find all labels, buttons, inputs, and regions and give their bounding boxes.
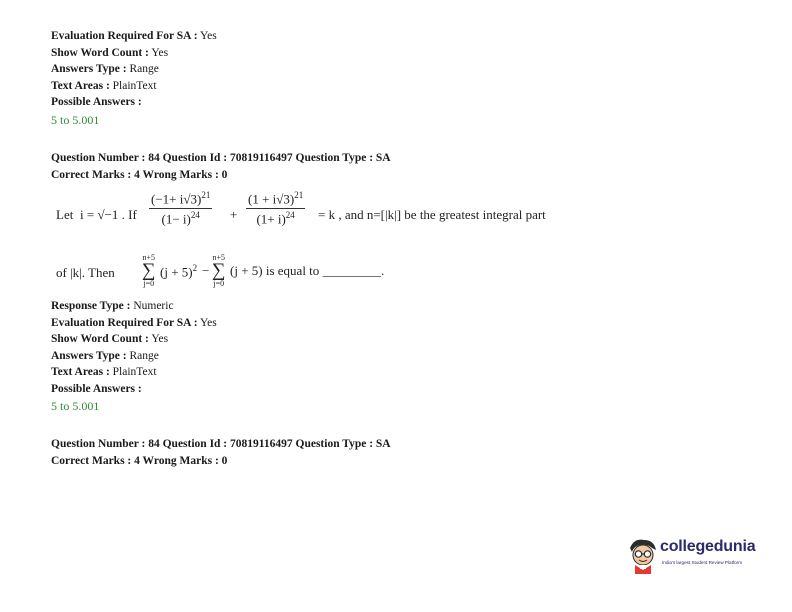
collegedunia-logo — [626, 536, 766, 576]
mascot-icon — [626, 536, 660, 576]
logo-tagline: India's largest Student Review Platform — [662, 560, 743, 565]
math-plus: + — [230, 207, 238, 222]
summation-1: n+5 ∑ j=0 — [142, 253, 156, 288]
question-meta: Question Number : 84 Question Id : 70819116497 Question Type : SA — [51, 438, 391, 450]
possible-answer: 5 to 5.001 — [51, 112, 100, 127]
question-header-1 — [51, 150, 391, 184]
attr-row: Answers Type : Range — [51, 63, 159, 75]
math-line2-start: of |k|. Then — [56, 265, 115, 280]
sum1-term: $(j + 5)^2$ — [160, 263, 198, 280]
fraction-2: $(1 + i√3)^{21}$ $(1+ i)^{24}$ — [248, 190, 304, 227]
attr-row: Evaluation Required For SA : Yes — [51, 316, 217, 329]
attributes-block-1 — [51, 28, 217, 129]
question-meta: Question Number : 84 Question Id : 70819116497 Question Type : SA — [51, 152, 391, 164]
sigma-icon: ∑ — [212, 260, 226, 281]
math-line1-tail: = k , and n=[|k|] be the greatest integral part — [318, 207, 546, 222]
attr-row: Text Areas : PlainText — [51, 79, 157, 92]
logo-wordmark: collegedunia — [660, 538, 756, 555]
attr-row: Show Word Count : Yes — [51, 333, 169, 345]
sum2-term: (j + 5) is equal to _________. — [230, 263, 385, 278]
math-minus: − — [202, 263, 210, 278]
attr-row: Response Type : Numeric — [51, 300, 174, 312]
possible-answer: 5 to 5.001 — [51, 399, 100, 413]
question-marks: Correct Marks : 4 Wrong Marks : 0 — [51, 455, 228, 467]
attr-row: Show Word Count : Yes — [51, 46, 169, 59]
math-let: Let — [56, 207, 74, 222]
fraction-1: $(-1+ i√3)^{21}$ $(1- i)^{24}$ — [151, 190, 211, 227]
attr-row: Evaluation Required For SA : Yes — [51, 30, 217, 42]
attr-row: Answers Type : Range — [51, 349, 159, 362]
attr-row: Text Areas : PlainText — [51, 366, 157, 378]
attributes-block-2 — [51, 298, 217, 415]
question-marks: Correct Marks : 4 Wrong Marks : 0 — [51, 169, 228, 181]
attr-row: Possible Answers : — [51, 382, 142, 395]
question-header-2 — [51, 436, 391, 470]
summation-2: n+5 ∑ j=0 — [212, 253, 226, 288]
math-i-definition: i = √−1 . If — [80, 207, 137, 222]
attr-row: Possible Answers : — [51, 96, 142, 108]
sigma-icon: ∑ — [142, 260, 156, 281]
